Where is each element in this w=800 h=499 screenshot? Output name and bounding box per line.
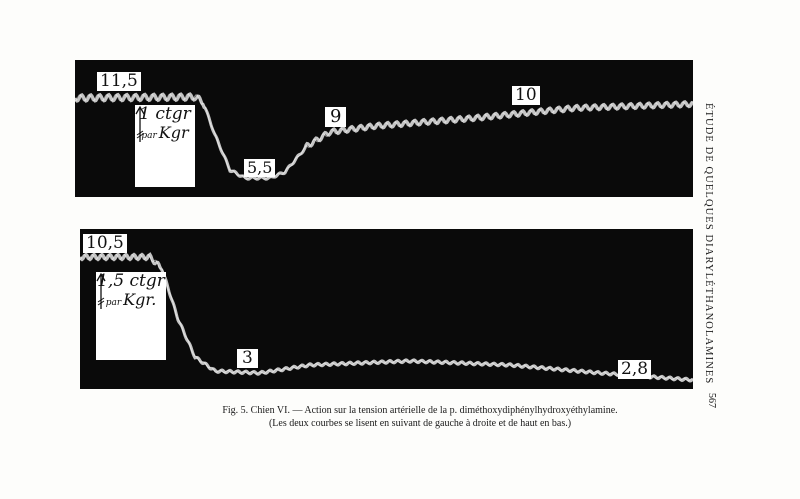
pressure-label-end: 10 bbox=[512, 86, 540, 105]
up-arrow-icon bbox=[135, 105, 145, 143]
pressure-label-end: 2,8 bbox=[618, 360, 651, 379]
running-head: ÉTUDE DE QUELQUES DIARYLÉTHANOLAMINES bbox=[703, 103, 714, 385]
pressure-label-start: 11,5 bbox=[97, 72, 141, 91]
dose-per-kg: par Kgr. bbox=[105, 289, 157, 309]
dose-amount: 1,5 ctgr bbox=[97, 271, 165, 291]
pressure-label-min: 5,5 bbox=[244, 159, 275, 177]
caption-line-1: Fig. 5. Chien VI. — Action sur la tension artérielle de la p. diméthoxydiphénylhydroxyéthylamine. bbox=[222, 405, 618, 416]
up-arrow-icon bbox=[96, 272, 106, 310]
dose-amount: 1 ctgr bbox=[139, 104, 191, 124]
blood-pressure-tracing-bottom bbox=[80, 229, 693, 389]
figure-caption bbox=[150, 404, 690, 430]
tracing-bottom-curve bbox=[80, 229, 693, 389]
injection-marker bbox=[135, 105, 195, 187]
blood-pressure-tracing-top bbox=[75, 60, 693, 197]
pressure-label-min: 3 bbox=[237, 349, 258, 368]
injection-marker bbox=[96, 272, 166, 360]
page-number: 567 bbox=[706, 393, 717, 408]
dose-per-kg: par Kgr bbox=[141, 122, 189, 142]
caption-line-2: (Les deux courbes se lisent en suivant de gauche à droite et de haut en bas.) bbox=[268, 418, 572, 429]
pressure-label-recovery: 9 bbox=[325, 107, 346, 127]
pressure-label-start: 10,5 bbox=[83, 234, 127, 253]
